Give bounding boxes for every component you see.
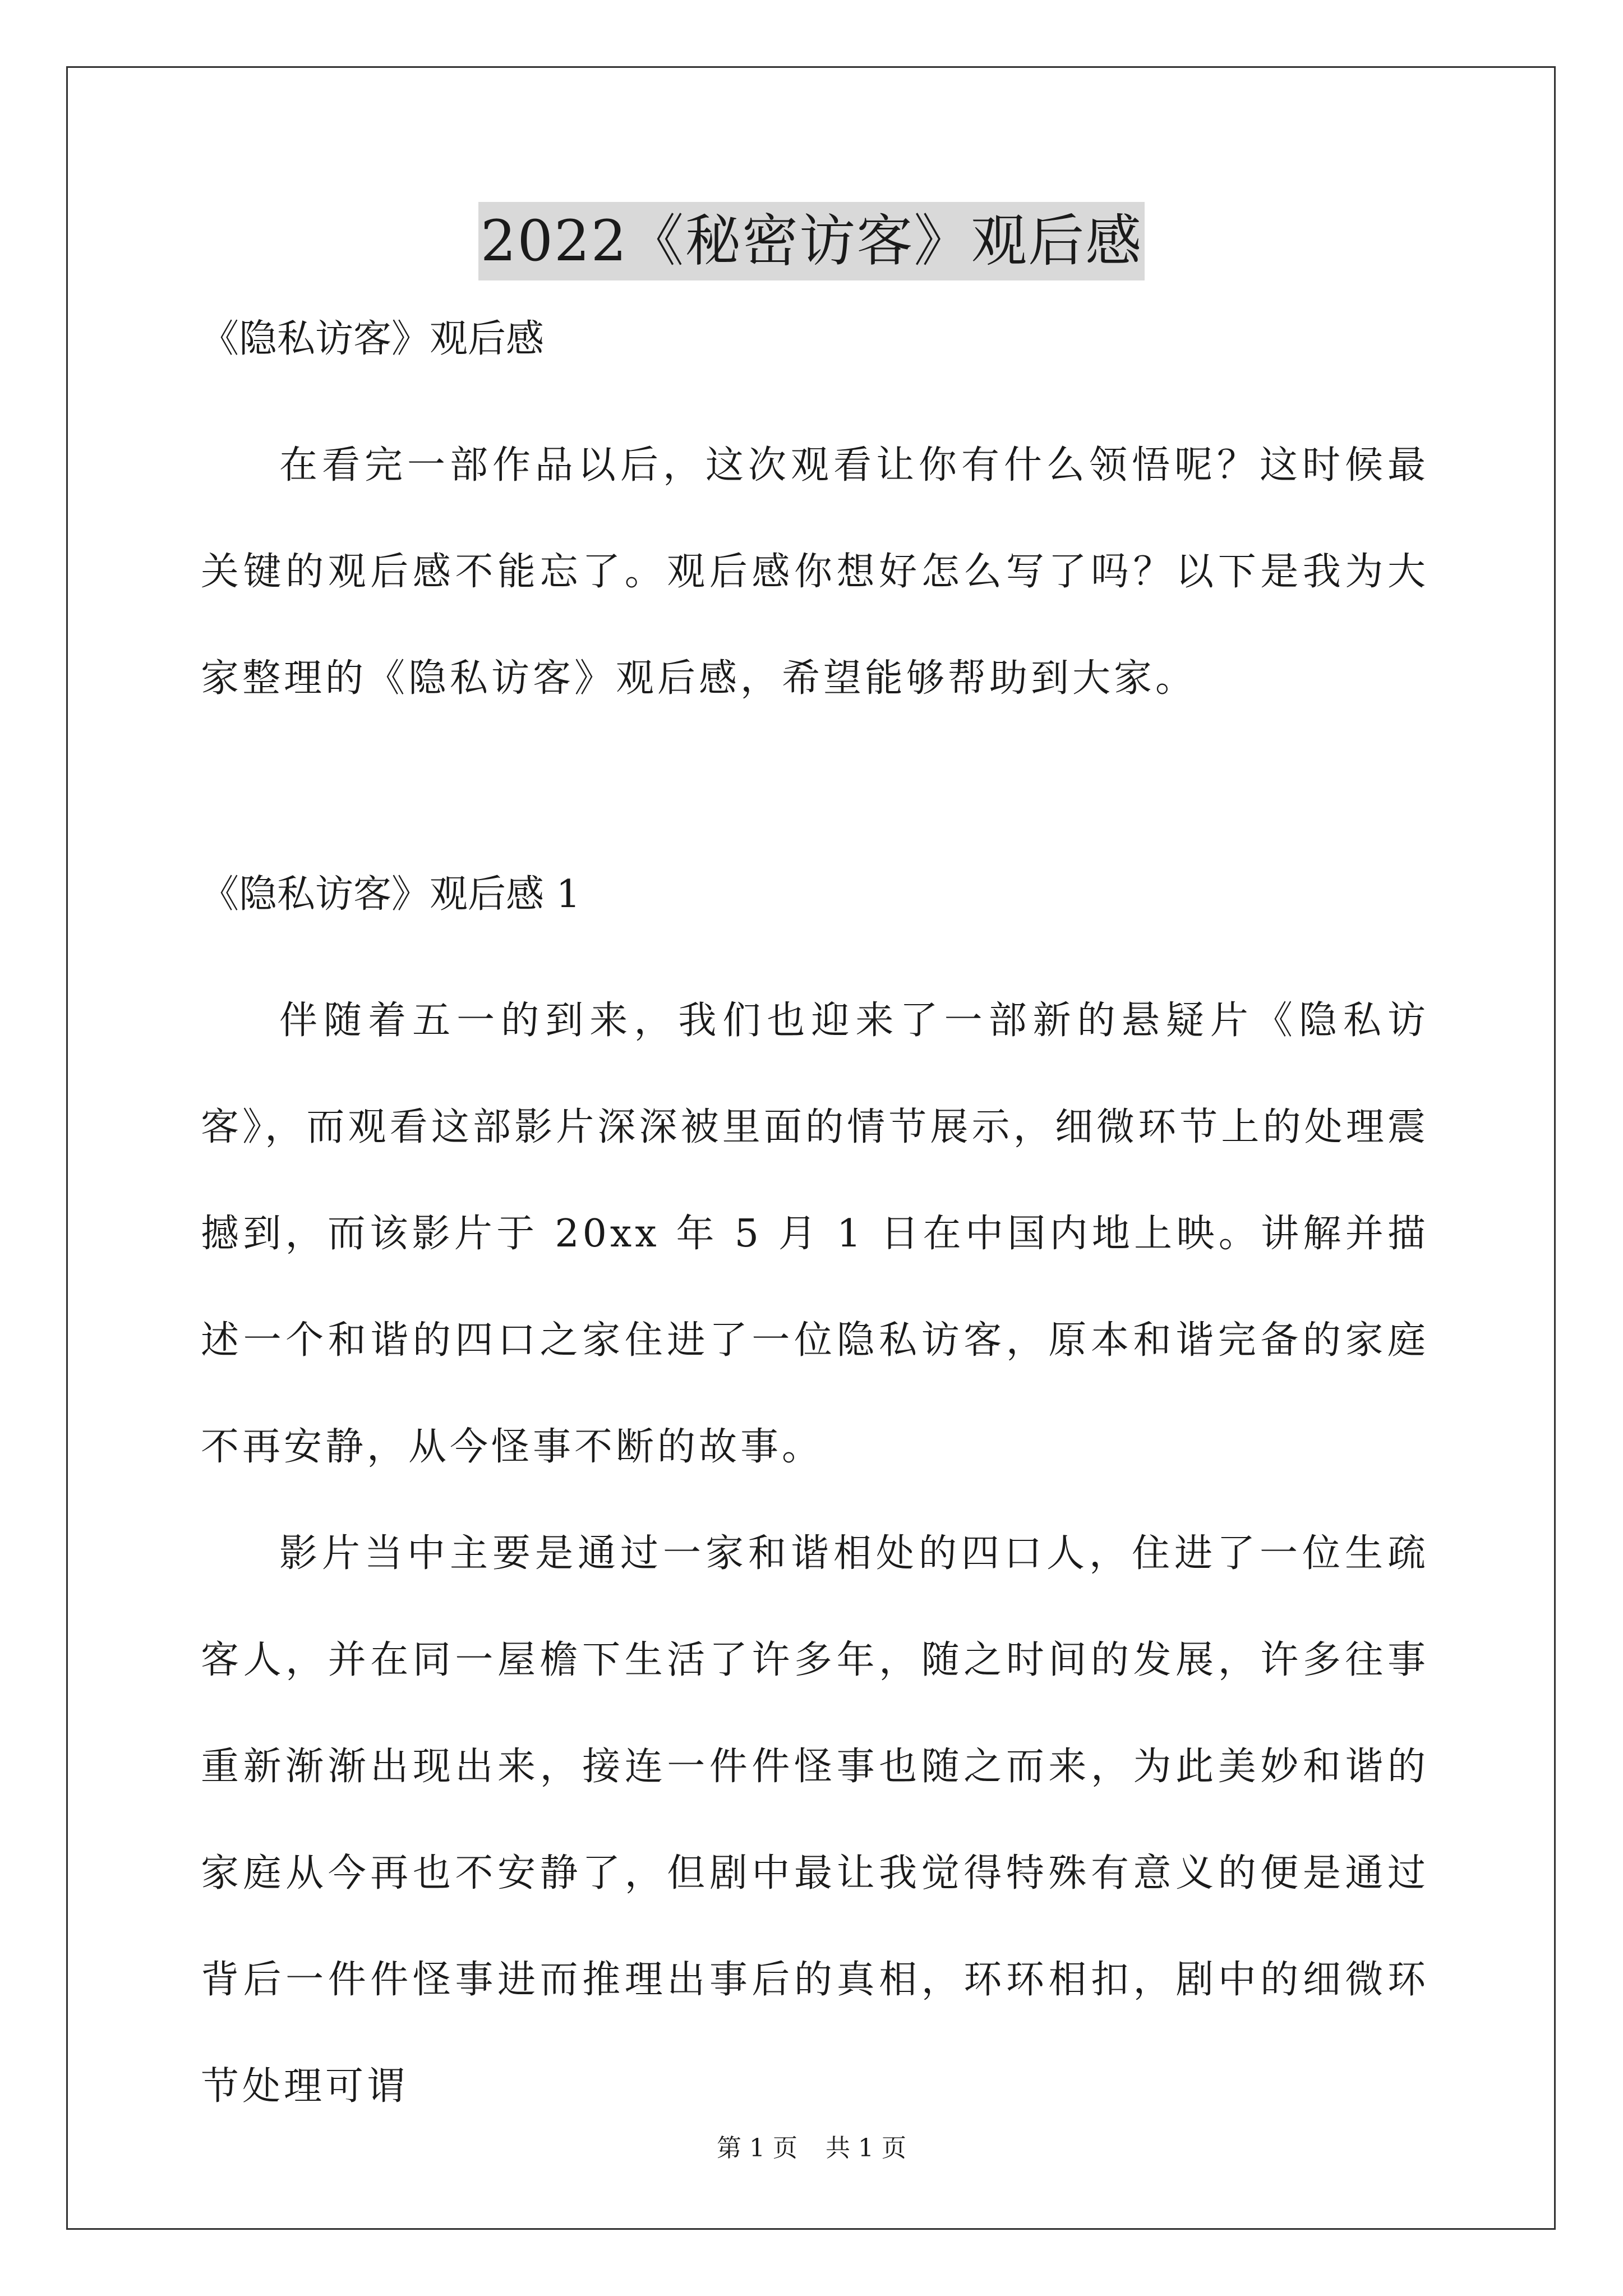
document-body [201, 311, 1429, 2140]
title-wrap [0, 202, 1623, 280]
page-number: 第 1 页 [717, 2134, 797, 2162]
document-title: 2022《秘密访客》观后感 [478, 202, 1145, 280]
body-paragraph: 影片当中主要是通过一家和谐相处的四口人，住进了一位生疏客人，并在同一屋檐下生活了许多年，随之时间的发展，许多往事重新渐渐出现出来，接连一件件怪事也随之而来，为此美妙和谐的家庭从今再也不安静了，但剧中最让我觉得特殊有意义的便是通过背后一件件怪事进而推理出事后的真相，环环相扣，剧中的细微环节处理可谓 [201, 1531, 1429, 2109]
page-total: 共 1 页 [826, 2134, 906, 2162]
page-footer [0, 2132, 1623, 2165]
body-paragraph: 伴随着五一的到来，我们也迎来了一部新的悬疑片《隐私访客》，而观看这部影片深深被里面的情节展示，细微环节上的处理震撼到，而该影片于 20xx 年 5 月 1 日在中国内地上映。讲解并描述一个和谐的四口之家住进了一位隐私访客，原本和谐完备的家庭不再安静，从今怪事不断的故事。 [201, 999, 1429, 1469]
section-heading-1: 《隐私访客》观后感 1 [201, 872, 580, 917]
section-heading: 《隐私访客》观后感 [201, 317, 545, 361]
intro-paragraph: 在看完一部作品以后，这次观看让你有什么领悟呢？这时候最关键的观后感不能忘了。观后感你想好怎么写了吗？以下是我为大家整理的《隐私访客》观后感，希望能够帮助到大家。 [201, 443, 1429, 701]
